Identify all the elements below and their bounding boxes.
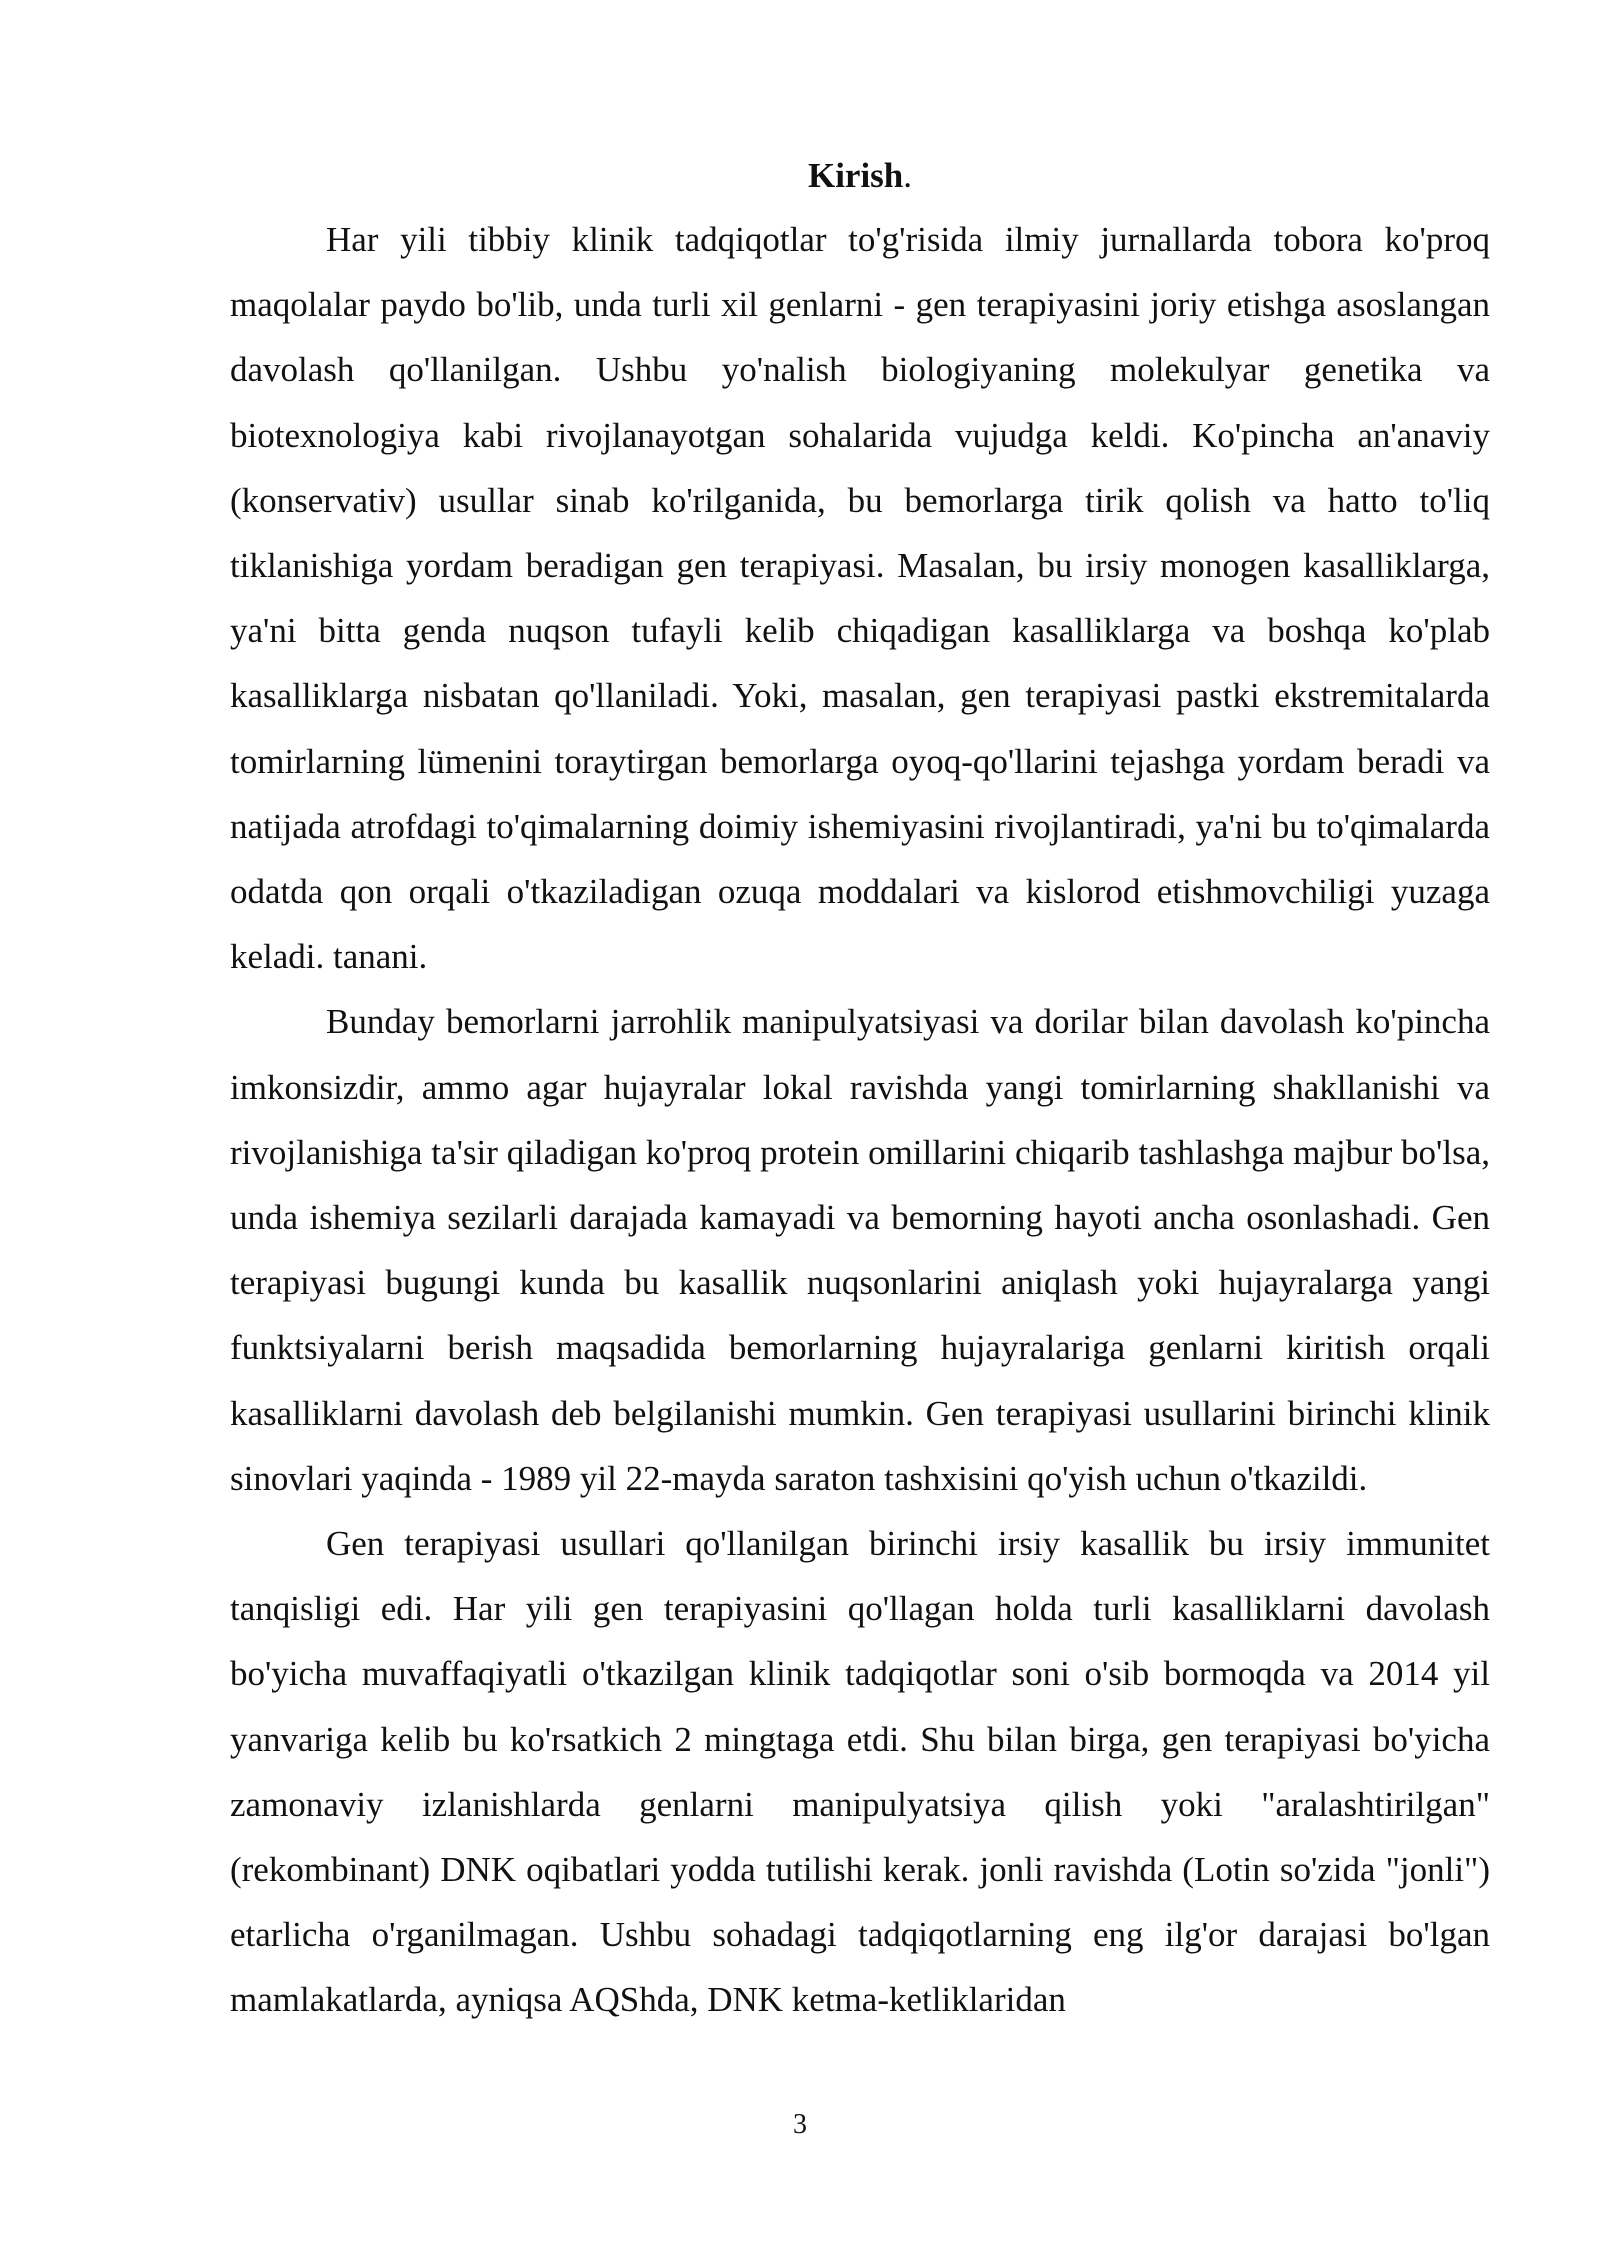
title-punctuation: . [903, 156, 913, 195]
page-content [230, 145, 1490, 2033]
section-title [230, 145, 1490, 207]
page-number: 3 [793, 2109, 807, 2140]
title-text: Kirish [807, 156, 904, 195]
paragraph: Gen terapiyasi usullari qo'llanilgan birinchi irsiy kasallik bu irsiy immunitet tanqisligi edi. Har yili gen terapiyasini qo'llagan holda turli kasalliklarni davolash bo'yicha muvaffaqiyatli o'tkazilgan klinik tadqiqotlar soni o'sib bormoqda va 2014 yil yanvariga kelib bu ko'rsatkich 2 mingtaga etdi. Shu bilan birga, gen terapiyasi bo'yicha zamonaviy izlanishlarda genlarni manipulyatsiya qilish yoki "aralashtirilgan" (rekombinant) DNK oqibatlari yodda tutilishi kerak. jonli ravishda (Lotin so'zida "jonli") etarlicha o'rganilmagan. Ushbu sohadagi tadqiqotlarning eng ilg'or darajasi bo'lgan mamlakatlarda, ayniqsa AQShda, DNK ketma-ketliklaridan [230, 1524, 1490, 2020]
paragraph: Bunday bemorlarni jarrohlik manipulyatsiyasi va dorilar bilan davolash ko'pincha imkonsizdir, ammo agar hujayralar lokal ravishda yangi tomirlarning shakllanishi va rivojlanishiga ta'sir qiladigan ko'proq protein omillarini chiqarib tashlashga majbur bo'lsa, unda ishemiya sezilarli darajada kamayadi va bemorning hayoti ancha osonlashadi. Gen terapiyasi bugungi kunda bu kasallik nuqsonlarini aniqlash yoki hujayralarga yangi funktsiyalarni berish maqsadida bemorlarning hujayralariga genlarni kiritish orqali kasalliklarni davolash deb belgilanishi mumkin. Gen terapiyasi usullarini birinchi klinik sinovlari yaqinda - 1989 yil 22-mayda saraton tashxisini qo'yish uchun o'tkazildi. [230, 1002, 1490, 1498]
paragraph: Har yili tibbiy klinik tadqiqotlar to'g'risida ilmiy jurnallarda tobora ko'proq maqolalar paydo bo'lib, unda turli xil genlarni - gen terapiyasini joriy etishga asoslangan davolash qo'llanilgan. Ushbu yo'nalish biologiyaning molekulyar genetika va biotexnologiya kabi rivojlanayotgan sohalarida vujudga keldi. Ko'pincha an'anaviy (konservativ) usullar sinab ko'rilganida, bu bemorlarga tirik qolish va hatto to'liq tiklanishiga yordam beradigan gen terapiyasi. Masalan, bu irsiy monogen kasalliklarga, ya'ni bitta genda nuqson tufayli kelib chiqadigan kasalliklarga va boshqa ko'plab kasalliklarga nisbatan qo'llaniladi. Yoki, masalan, gen terapiyasi pastki ekstremitalarda tomirlarning lümenini toraytirgan bemorlarga oyoq-qo'llarini tejashga yordam beradi va natijada atrofdagi to'qimalarning doimiy ishemiyasini rivojlantiradi, ya'ni bu to'qimalarda odatda qon orqali o'tkaziladigan ozuqa moddalari va kislorod etishmovchiligi yuzaga keladi. tanani. [230, 220, 1490, 977]
